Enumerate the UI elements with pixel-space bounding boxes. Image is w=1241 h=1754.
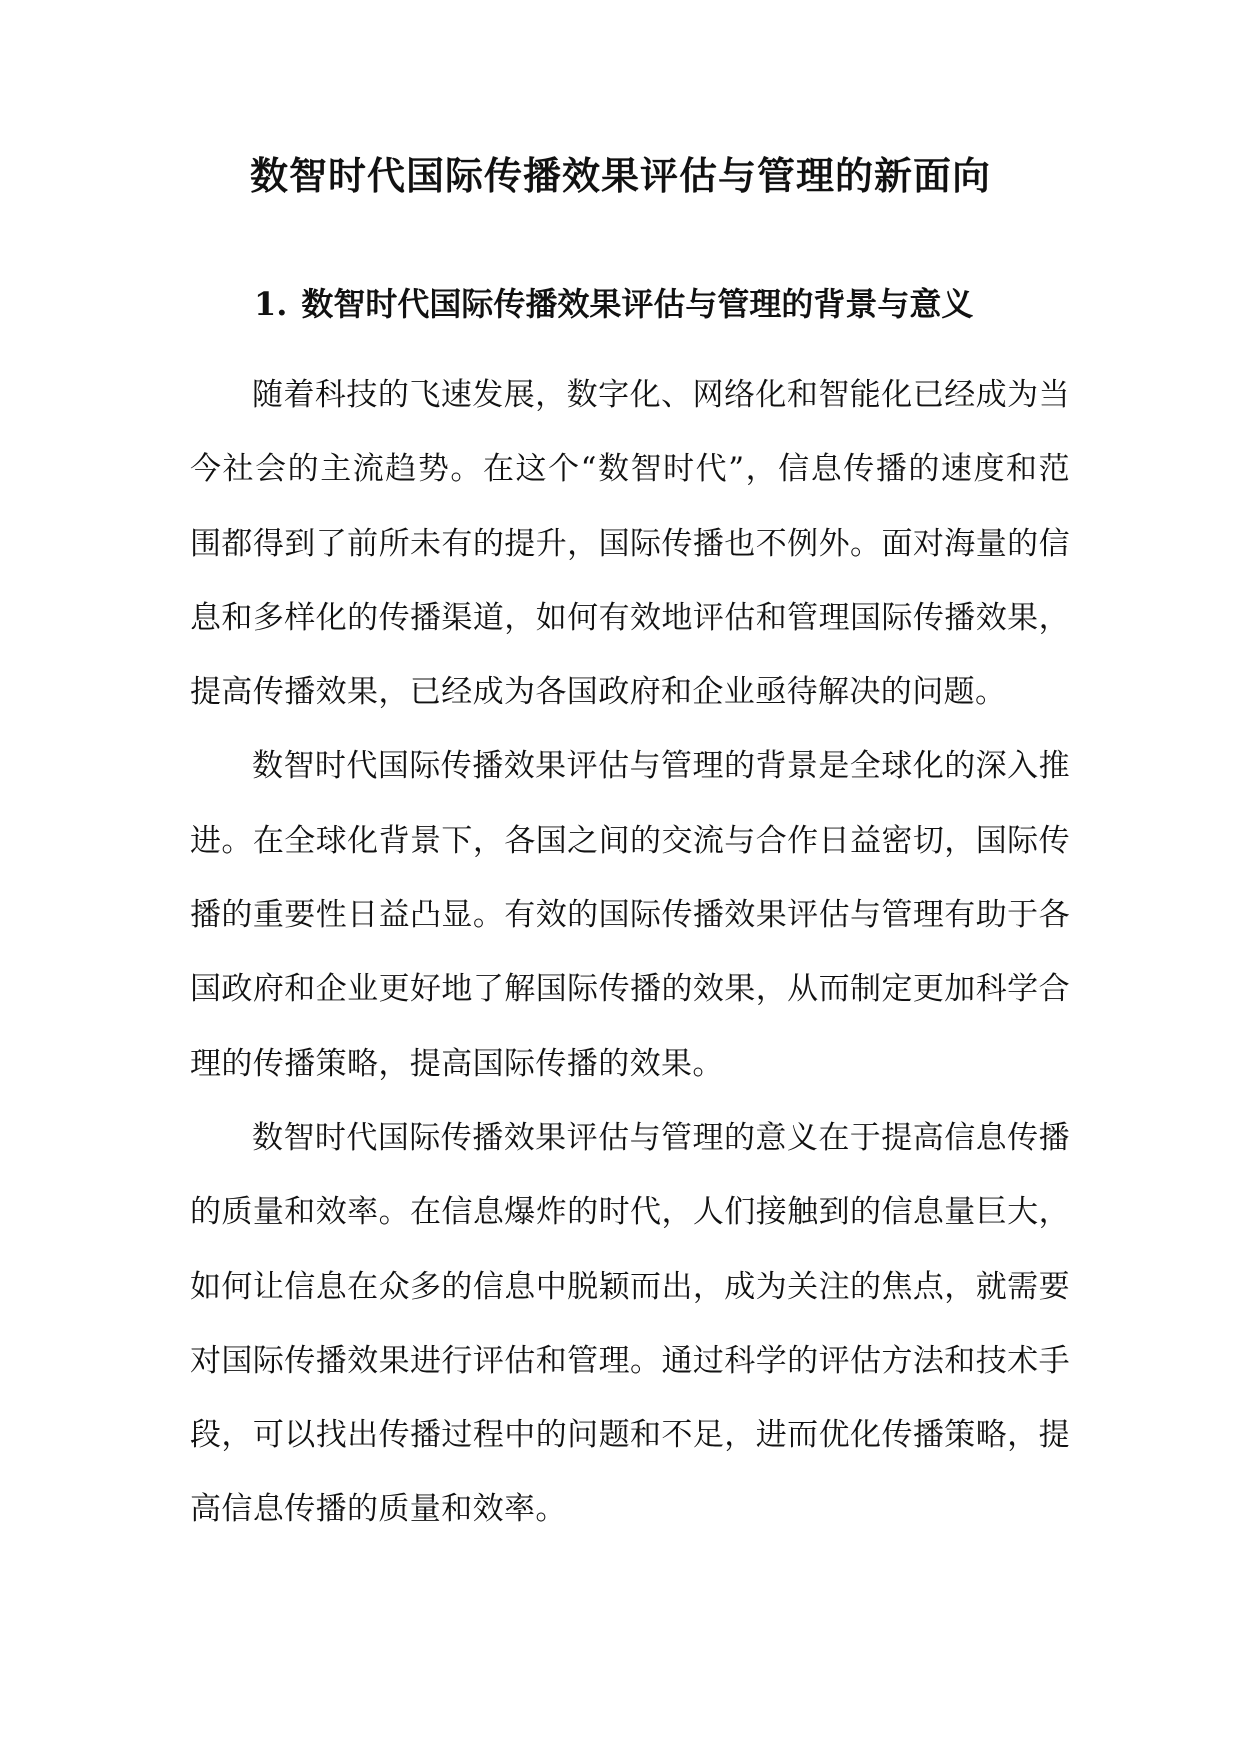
section-number: 1. — [254, 285, 288, 323]
paragraph-3: 数智时代国际传播效果评估与管理的意义在于提高信息传播的质量和效率。在信息爆炸的时代，人们接触到的信息量巨大，如何让信息在众多的信息中脱颖而出，成为关注的焦点，就需要对国际传播效果进行评估和管理。通过科学的评估方法和技术手段，可以找出传播过程中的问题和不足，进而优化传播策略，提高信息传播的质量和效率。 — [190, 1119, 1070, 1528]
paragraph-1: 随着科技的飞速发展，数字化、网络化和智能化已经成为当今社会的主流趋势。在这个“数智时代”，信息传播的速度和范围都得到了前所未有的提升，国际传播也不例外。面对海量的信息和多样化的传播渠道，如何有效地评估和管理国际传播效果，提高传播效果，已经成为各国政府和企业亟待解决的问题。 — [190, 377, 1070, 711]
body-text — [190, 358, 1070, 1547]
paragraph-2: 数智时代国际传播效果评估与管理的背景是全球化的深入推进。在全球化背景下，各国之间的交流与合作日益密切，国际传播的重要性日益凸显。有效的国际传播效果评估与管理有助于各国政府和企业更好地了解国际传播的效果，从而制定更加科学合理的传播策略，提高国际传播的效果。 — [190, 748, 1070, 1082]
document-title: 数智时代国际传播效果评估与管理的新面向 — [249, 153, 991, 198]
section-heading — [254, 280, 973, 328]
section-heading-text: 数智时代国际传播效果评估与管理的背景与意义 — [301, 285, 974, 323]
